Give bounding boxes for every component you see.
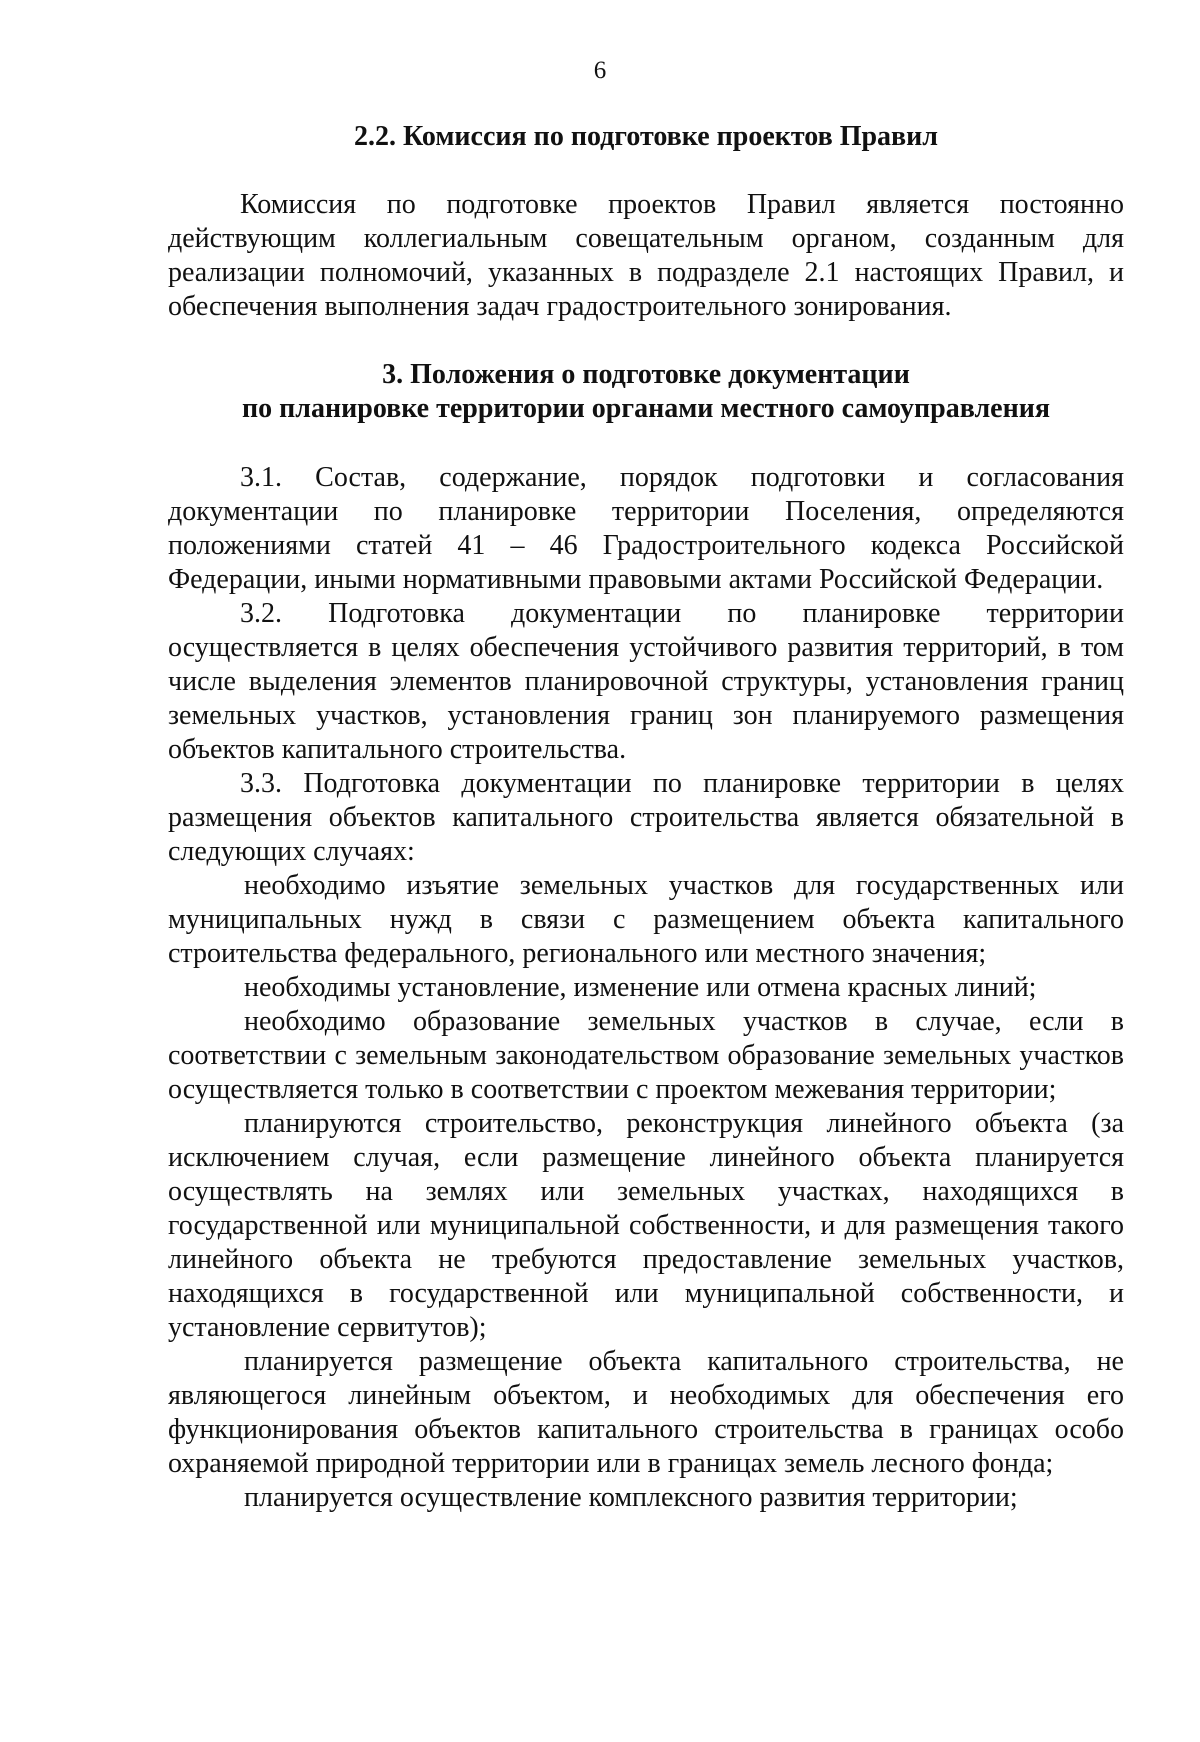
section-3-heading-line-1: 3. Положения о подготовке документации bbox=[382, 359, 910, 390]
paragraph-3-2: 3.2. Подготовка документации по планировке территории осуществляется в целях обеспечения устойчивого развития территорий, в том числе выделения элементов планировочной структуры, установления границ земельных участков, установления границ зон планируемого размещения объектов капитального строительства. bbox=[168, 598, 1124, 765]
section-2-2-paragraph: Комиссия по подготовке проектов Правил является постоянно действующим коллегиальным совещательным органом, созданным для реализации полномочий, указанных в подразделе 2.1 настоящих Правил, и обеспечения выполнения задач градостроительного зонирования. bbox=[168, 189, 1124, 322]
section-3-heading bbox=[168, 358, 1124, 426]
section-3-heading-line-2: по планировке территории органами местного самоуправления bbox=[242, 393, 1050, 424]
case-item-linear-object: планируются строительство, реконструкция линейного объекта (за исключением случая, если размещение линейного объекта планируется осуществлять на землях или земельных участках, находящихся в государственной или муниципальной собственности, и для размещения такого линейного объекта не требуются предоставление земельных участков, находящихся в государственной или муниципальной собственности, и установление сервитутов); bbox=[168, 1108, 1124, 1343]
paragraph-3-1: 3.1. Состав, содержание, порядок подготовки и согласования документации по планировке территории Поселения, определяются положениями статей 41 – 46 Градостроительного кодекса Российской Федерации, иными нормативными правовыми актами Российской Федерации. bbox=[168, 462, 1124, 595]
page-number: 6 bbox=[593, 57, 607, 84]
section-2-2-heading: 2.2. Комиссия по подготовке проектов Правил bbox=[353, 121, 939, 152]
case-item-protected-territory: планируется размещение объекта капитального строительства, не являющегося линейным объектом, и необходимых для обеспечения его функционирования объектов капитального строительства в границах особо охраняемой природной территории или в границах земель лесного фонда; bbox=[168, 1346, 1124, 1479]
document-body bbox=[168, 120, 1124, 1515]
case-item-complex-development: планируется осуществление комплексного развития территории; bbox=[244, 1482, 1018, 1513]
case-item-land-formation: необходимо образование земельных участков в случае, если в соответствии с земельным законодательством образование земельных участков осуществляется только в соответствии с проектом межевания территории; bbox=[168, 1006, 1124, 1105]
case-item-land-seizure: необходимо изъятие земельных участков для государственных или муниципальных нужд в связи с размещением объекта капитального строительства федерального, регионального или местного значения; bbox=[168, 870, 1124, 969]
paragraph-3-3: 3.3. Подготовка документации по планировке территории в целях размещения объектов капитального строительства является обязательной в следующих случаях: bbox=[168, 768, 1124, 867]
case-item-red-lines: необходимы установление, изменение или отмена красных линий; bbox=[244, 972, 1037, 1003]
